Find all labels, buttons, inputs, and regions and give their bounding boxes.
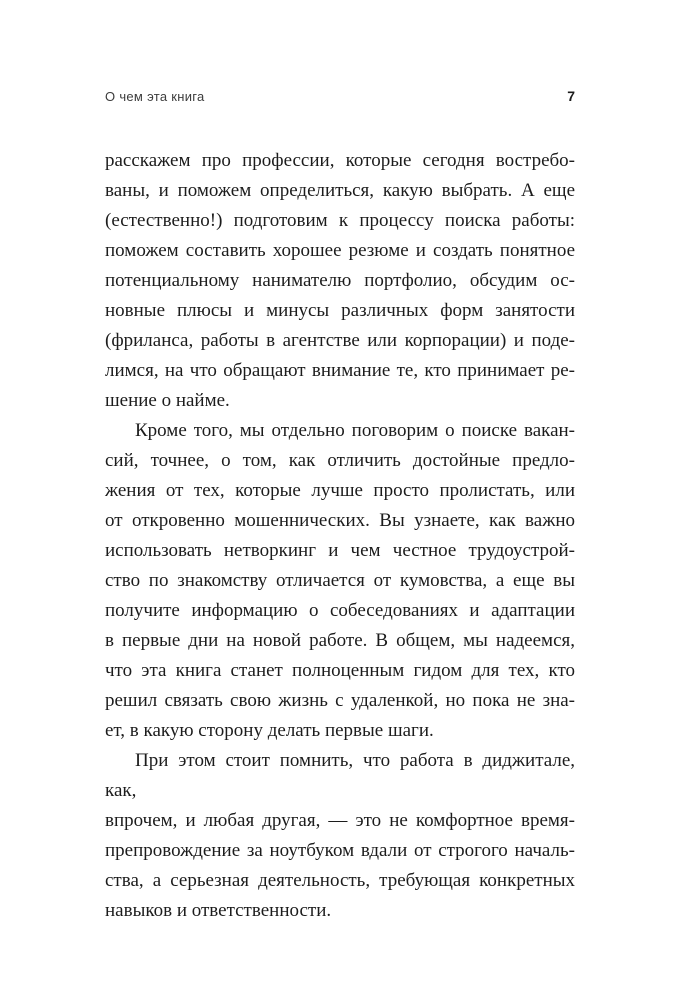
text-line: шение о найме. (105, 390, 230, 411)
running-title: О чем эта книга (105, 89, 205, 104)
paragraph (105, 146, 575, 416)
text-line: получите информацию о собеседованиях и адаптации (105, 600, 575, 621)
text-line: ет, в какую сторону делать первые шаги. (105, 720, 434, 741)
text-line: использовать нетворкинг и чем честное трудоустрой- (105, 540, 575, 561)
paragraph (105, 746, 575, 926)
text-line: лимся, на что обращают внимание те, кто принимает ре- (105, 360, 575, 381)
text-body (105, 146, 575, 926)
text-line: что эта книга станет полноценным гидом для тех, кто (105, 660, 575, 681)
page-header (105, 88, 575, 104)
text-line: ства, а серьезная деятельность, требующая конкретных (105, 870, 575, 891)
text-line: от откровенно мошеннических. Вы узнаете, как важно (105, 510, 575, 531)
text-line: сий, точнее, о том, как отличить достойные предло- (105, 450, 575, 471)
text-line: жения от тех, которые лучше просто пролистать, или (105, 480, 575, 501)
text-line: новные плюсы и минусы различных форм занятости (105, 300, 575, 321)
text-line: ство по знакомству отличается от кумовства, а еще вы (105, 570, 575, 591)
text-line: решил связать свою жизнь с удаленкой, но пока не зна- (105, 690, 575, 711)
text-line: впрочем, и любая другая, — это не комфортное время- (105, 810, 575, 831)
text-line: расскажем про профессии, которые сегодня востребо- (105, 150, 575, 171)
text-line: (фриланса, работы в агентстве или корпорации) и поде- (105, 330, 575, 351)
page-number: 7 (567, 88, 575, 104)
text-line: поможем составить хорошее резюме и создать понятное (105, 240, 575, 261)
text-line: препровождение за ноутбуком вдали от строгого началь- (105, 840, 575, 861)
text-line: ваны, и поможем определиться, какую выбрать. А еще (105, 180, 575, 201)
text-line: потенциальному нанимателю портфолио, обсудим ос- (105, 270, 575, 291)
text-line: в первые дни на новой работе. В общем, мы надеемся, (105, 630, 575, 651)
text-line: При этом стоит помнить, что работа в диджитале, как, (105, 750, 575, 801)
text-line: навыков и ответственности. (105, 900, 332, 921)
text-line: Кроме того, мы отдельно поговорим о поиске вакан- (135, 420, 575, 441)
text-line: (естественно!) подготовим к процессу поиска работы: (105, 210, 575, 231)
paragraph (105, 416, 575, 746)
